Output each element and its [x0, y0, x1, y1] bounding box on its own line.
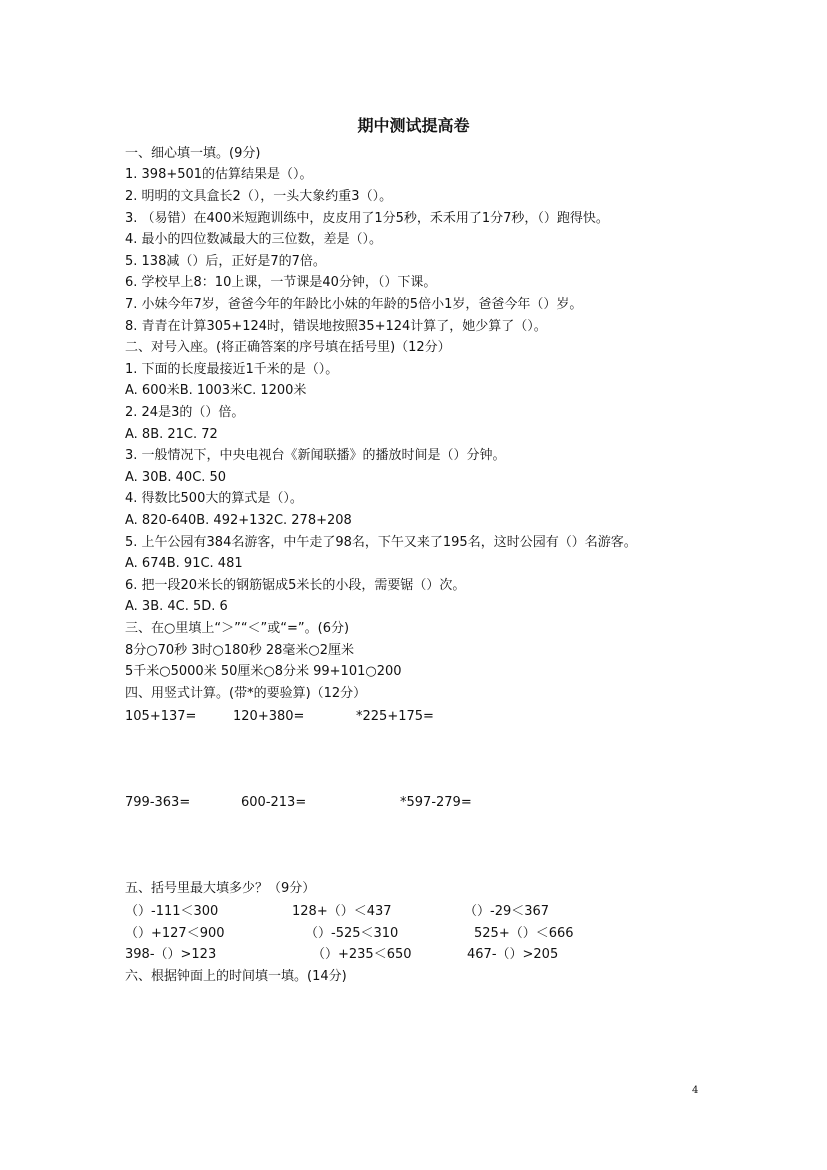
- question-text: 2. 24是3的（）倍。: [125, 405, 245, 420]
- calc-problem: 120+380=: [233, 709, 305, 724]
- question-text: 5. 上午公园有384名游客，中午走了98名，下午又来了195名，这时公园有（）名游客。: [125, 535, 637, 550]
- comparison-row: 5千米○5000米 50厘米○8分米 99+101○200: [125, 664, 402, 679]
- section-5-heading: 五、括号里最大填多少？（9分）: [125, 881, 316, 896]
- section-3-heading: 三、在○里填上“＞”“＜”或“=”。(6分): [125, 621, 350, 636]
- section-2-heading: 二、对号入座。(将正确答案的序号填在括号里)（12分）: [125, 340, 451, 355]
- section-6-heading: 六、根据钟面上的时间填一填。(14分): [125, 969, 347, 984]
- page-number: 4: [692, 1085, 699, 1096]
- calc-problem: 105+137=: [125, 709, 197, 724]
- answer-options: A. 600米B. 1003米C. 1200米: [125, 383, 307, 398]
- section-4-heading: 四、用竖式计算。(带*的要验算)（12分）: [125, 686, 367, 701]
- inequality-problem: 467-（）>205: [467, 947, 559, 962]
- inequality-problem: 128+（）＜437: [292, 904, 392, 919]
- question-text: 2. 明明的文具盒长2（），一头大象约重3（）。: [125, 189, 393, 204]
- question-text: 7. 小妹今年7岁，爸爸今年的年龄比小妹的年龄的5倍小1岁，爸爸今年（）岁。: [125, 297, 583, 312]
- inequality-problem: 398-（）>123: [125, 947, 217, 962]
- page-title: 期中测试提高卷: [357, 116, 470, 135]
- inequality-problem: （）+127＜900: [125, 926, 225, 941]
- answer-options: A. 674B. 91C. 481: [125, 556, 243, 571]
- question-text: 1. 下面的长度最接近1千米的是（）。: [125, 362, 339, 377]
- question-text: 6. 把一段20米长的钢筋锯成5米长的小段，需要锯（）次。: [125, 578, 466, 593]
- comparison-row: 8分○70秒 3时○180秒 28毫米○2厘米: [125, 643, 355, 658]
- question-text: 3. （易错）在400米短跑训练中，皮皮用了1分5秒，禾禾用了1分7秒，（）跑得快。: [125, 211, 609, 226]
- inequality-problem: （）-525＜310: [305, 926, 399, 941]
- section-1-heading: 一、细心填一填。(9分): [125, 146, 261, 161]
- answer-options: A. 30B. 40C. 50: [125, 470, 227, 485]
- question-text: 4. 最小的四位数减最大的三位数，差是（）。: [125, 232, 383, 247]
- question-text: 1. 398+501的估算结果是（）。: [125, 167, 313, 182]
- calc-problem: *225+175=: [356, 709, 434, 724]
- question-text: 5. 138减（）后，正好是7的7倍。: [125, 254, 326, 269]
- inequality-problem: 525+（）＜666: [474, 926, 574, 941]
- answer-options: A. 3B. 4C. 5D. 6: [125, 599, 228, 614]
- question-text: 8. 青青在计算305+124时，错误地按照35+124计算了，她少算了（）。: [125, 319, 547, 334]
- inequality-problem: （）+235＜650: [312, 947, 412, 962]
- calc-problem: 799-363=: [125, 795, 191, 810]
- question-text: 3. 一般情况下，中央电视台《新闻联播》的播放时间是（）分钟。: [125, 448, 506, 463]
- question-text: 6. 学校早上8：10上课，一节课是40分钟，（）下课。: [125, 275, 437, 290]
- inequality-problem: （）-29＜367: [464, 904, 550, 919]
- calc-problem: 600-213=: [241, 795, 307, 810]
- question-text: 4. 得数比500大的算式是（）。: [125, 491, 303, 506]
- inequality-problem: （）-111＜300: [125, 904, 219, 919]
- calc-problem: *597-279=: [400, 795, 472, 810]
- answer-options: A. 820-640B. 492+132C. 278+208: [125, 513, 352, 528]
- answer-options: A. 8B. 21C. 72: [125, 427, 218, 442]
